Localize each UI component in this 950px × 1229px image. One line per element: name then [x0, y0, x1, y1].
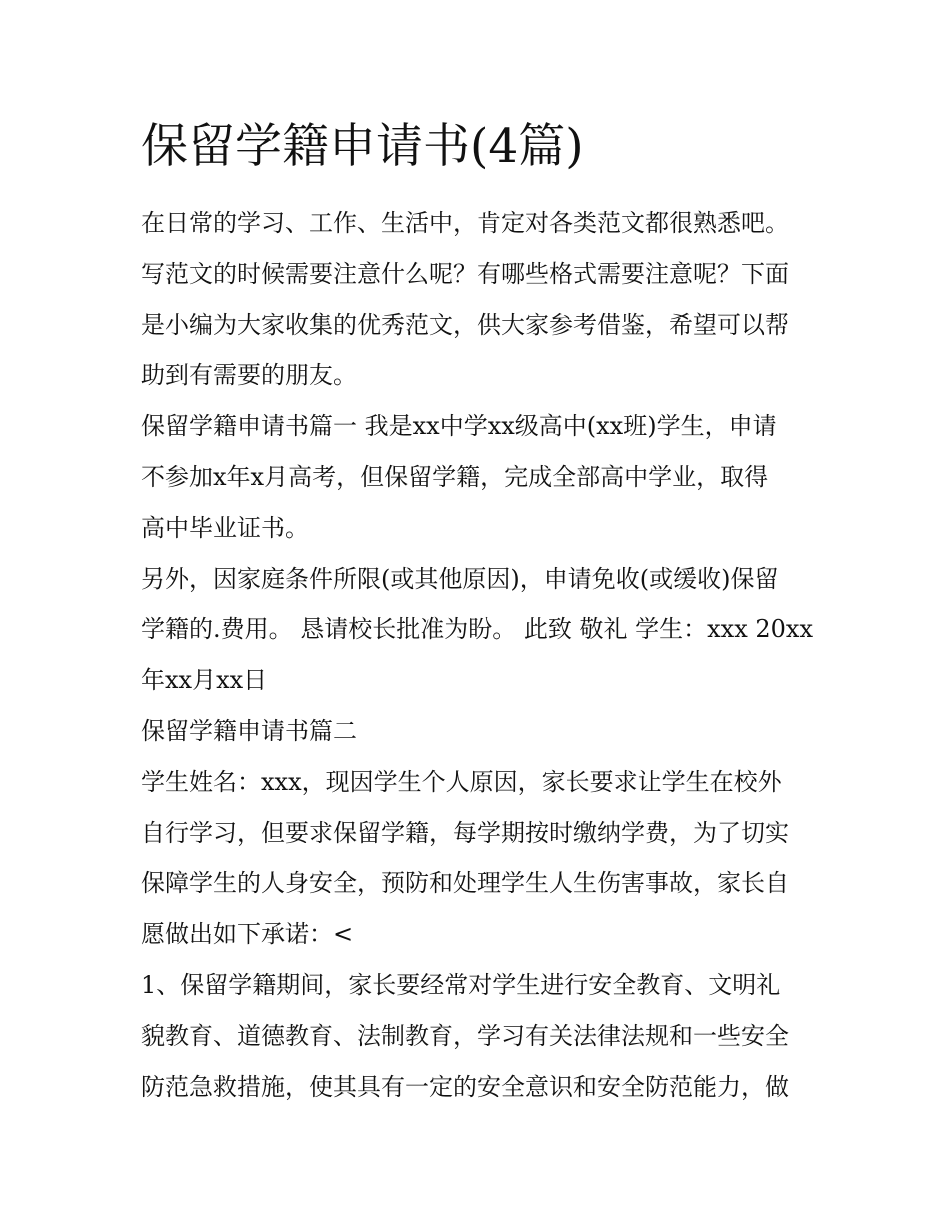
body-line: 高中毕业证书。 [141, 513, 309, 542]
body-line: 保留学籍申请书篇一 我是xx中学xx级高中(xx班)学生，申请 [141, 412, 777, 441]
body-line: 防范急救措施，使其具有一定的安全意识和安全防范能力，做 [141, 1072, 789, 1101]
section-heading: 保留学籍申请书篇二 [141, 716, 357, 745]
body-line: 写范文的时候需要注意什么呢？有哪些格式需要注意呢？下面 [141, 259, 789, 288]
body-line: 在日常的学习、工作、生活中，肯定对各类范文都很熟悉吧。 [141, 209, 789, 237]
body-line: 貌教育、道德教育、法制教育，学习有关法律法规和一些安全 [141, 1021, 789, 1050]
body-line: 学生姓名：xxx，现因学生个人原因，家长要求让学生在校外 [141, 767, 782, 796]
body-line: 是小编为大家收集的优秀范文，供大家参考借鉴，希望可以帮 [141, 310, 789, 339]
body-line: 愿做出如下承诺：< [141, 920, 354, 949]
body-line: 1、保留学籍期间，家长要经常对学生进行安全教育、文明礼 [141, 970, 781, 999]
document-page [141, 112, 813, 1112]
document-body [141, 198, 813, 1112]
body-line: 自行学习，但要求保留学籍，每学期按时缴纳学费，为了切实 [141, 818, 789, 847]
document-title: 保留学籍申请书(4篇) [141, 119, 584, 174]
body-line: 不参加x年x月高考，但保留学籍，完成全部高中学业，取得 [141, 462, 769, 491]
body-line: 保障学生的人身安全，预防和处理学生人生伤害事故，家长自 [141, 869, 789, 898]
body-line: 年xx月xx日 [141, 666, 268, 695]
body-line: 助到有需要的朋友。 [141, 361, 357, 390]
body-line: 学籍的.费用。 恳请校长批准为盼。 此致 敬礼 学生：xxx 20xx [141, 615, 813, 644]
body-line: 另外，因家庭条件所限(或其他原因)，申请免收(或缓收)保留 [141, 564, 779, 593]
